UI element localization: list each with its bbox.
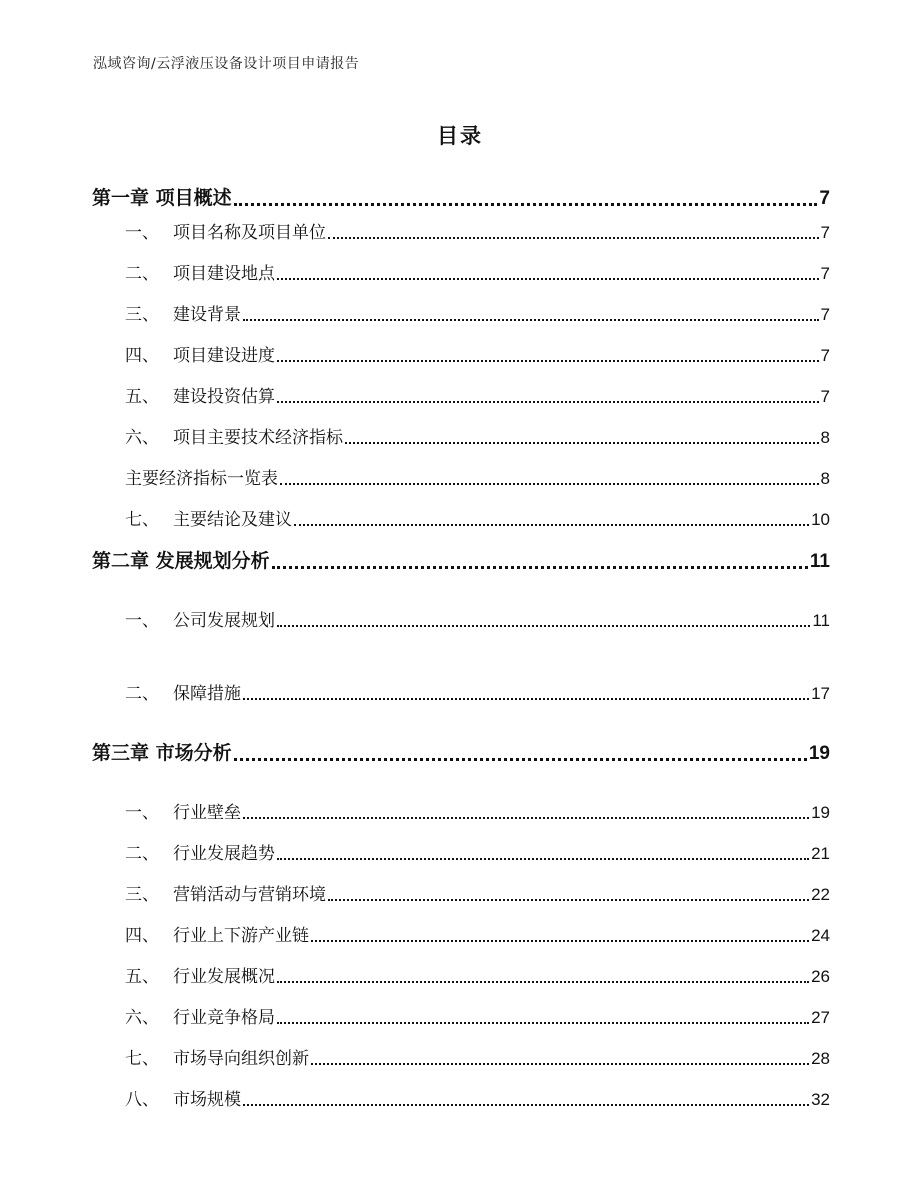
toc-page-number: 7 <box>820 305 830 324</box>
toc-entry-number: 一、 <box>125 803 159 823</box>
toc-entry-number: 五、 <box>125 387 159 407</box>
toc-page-number: 19 <box>811 803 830 822</box>
toc-entry-label: 第三章 市场分析 <box>92 742 232 764</box>
dot-leader <box>294 524 809 526</box>
toc-entry-text: 行业上下游产业链 <box>173 926 309 946</box>
toc-entry-label <box>125 1003 275 1028</box>
toc-entry-label <box>125 259 275 284</box>
toc-section-entry[interactable] <box>92 303 830 325</box>
toc-section-entry[interactable] <box>92 508 830 530</box>
toc-entry-label <box>125 839 275 864</box>
toc-entry-label <box>125 798 241 823</box>
toc-entry-number: 一、 <box>125 223 159 243</box>
toc-entry-number: 二、 <box>125 264 159 284</box>
toc-entry-text: 主要结论及建议 <box>173 510 292 530</box>
toc-entry-label <box>125 606 275 631</box>
toc-page-number: 7 <box>819 188 830 209</box>
toc-entry-number: 七、 <box>125 510 159 530</box>
dot-leader <box>328 899 809 901</box>
toc-entry-label <box>125 1044 309 1069</box>
toc-page-number: 17 <box>811 684 830 703</box>
dot-leader <box>243 698 809 700</box>
toc-section-entry[interactable] <box>92 609 830 631</box>
dot-leader <box>311 940 809 942</box>
dot-leader <box>243 1104 809 1106</box>
toc-chapter-entry[interactable] <box>92 741 830 765</box>
toc-entry-number: 二、 <box>125 844 159 864</box>
toc-entry-text: 建设背景 <box>173 305 241 325</box>
toc-chapter-entry[interactable] <box>92 549 830 573</box>
toc-entry-text: 行业竞争格局 <box>173 1008 275 1028</box>
toc-section-entry[interactable] <box>92 965 830 987</box>
toc-entry-text: 行业发展趋势 <box>173 844 275 864</box>
toc-section-entry[interactable] <box>92 883 830 905</box>
toc-title: 目录 <box>437 124 483 148</box>
toc-page-number: 21 <box>811 844 830 863</box>
toc-entry-label <box>125 218 326 243</box>
dot-leader <box>234 203 818 206</box>
toc-entry-number: 八、 <box>125 1090 159 1110</box>
toc-entry-text: 市场导向组织创新 <box>173 1049 309 1069</box>
toc-entry-label <box>125 880 326 905</box>
dot-leader <box>277 981 809 983</box>
toc-page-number: 11 <box>812 611 830 630</box>
toc-entry-label <box>125 382 275 407</box>
toc-page-number: 10 <box>811 510 830 529</box>
toc-chapter-entry[interactable] <box>92 186 830 210</box>
dot-leader <box>272 566 808 569</box>
dot-leader <box>311 1063 809 1065</box>
toc-page-number: 27 <box>811 1008 830 1027</box>
toc-entry-text: 项目主要技术经济指标 <box>173 428 343 448</box>
toc-entry-number: 一、 <box>125 611 159 631</box>
toc-entry-number: 五、 <box>125 967 159 987</box>
toc-entry-text: 行业发展概况 <box>173 967 275 987</box>
dot-leader <box>277 1022 809 1024</box>
toc-entry-number: 三、 <box>125 305 159 325</box>
toc-page-number: 32 <box>811 1090 830 1109</box>
toc-section-entry[interactable] <box>92 262 830 284</box>
toc-section-entry[interactable] <box>92 1006 830 1028</box>
dot-leader <box>234 758 807 761</box>
toc-page-number: 8 <box>820 469 830 488</box>
toc-entry-text: 公司发展规划 <box>173 611 275 631</box>
dot-leader <box>280 483 819 485</box>
toc-page-number: 19 <box>808 743 830 764</box>
toc-section-entry[interactable] <box>92 1047 830 1069</box>
toc-entry-number: 六、 <box>125 1008 159 1028</box>
toc-entry-label <box>125 423 343 448</box>
toc-section-entry[interactable] <box>92 221 830 243</box>
toc-section-entry[interactable] <box>92 842 830 864</box>
toc-entry-text: 保障措施 <box>173 684 241 704</box>
toc-page-number: 7 <box>820 387 830 406</box>
toc-section-entry[interactable] <box>92 801 830 823</box>
dot-leader <box>277 401 819 403</box>
dot-leader <box>277 858 809 860</box>
dot-leader <box>277 278 819 280</box>
dot-leader <box>243 319 819 321</box>
toc-section-entry[interactable] <box>92 344 830 366</box>
toc-section-entry[interactable] <box>92 1088 830 1110</box>
toc-entry-number: 四、 <box>125 926 159 946</box>
page-header: 泓域咨询/云浮液压设备设计项目申请报告 <box>93 56 360 72</box>
toc-section-entry[interactable] <box>92 426 830 448</box>
toc-entry-label <box>125 341 275 366</box>
toc-entry-text: 项目建设地点 <box>173 264 275 284</box>
toc-page-number: 7 <box>820 223 830 242</box>
toc-entry-label <box>125 505 292 530</box>
toc-entry-text: 项目名称及项目单位 <box>173 223 326 243</box>
toc-entry-number: 二、 <box>125 684 159 704</box>
toc-entry-number: 四、 <box>125 346 159 366</box>
toc-page-number: 7 <box>820 264 830 283</box>
toc-entry-label <box>125 1085 241 1110</box>
dot-leader <box>243 817 809 819</box>
toc-entry-label <box>125 679 241 704</box>
toc-entry-label: 主要经济指标一览表 <box>125 469 278 489</box>
toc-entry-text: 项目建设进度 <box>173 346 275 366</box>
toc-section-entry[interactable] <box>92 467 830 489</box>
toc-entry-label <box>125 962 275 987</box>
toc-entry-text: 建设投资估算 <box>173 387 275 407</box>
toc-entry-number: 六、 <box>125 428 159 448</box>
toc-section-entry[interactable] <box>92 924 830 946</box>
toc-entry-label <box>125 921 309 946</box>
toc-page-number: 28 <box>811 1049 830 1068</box>
toc-section-entry[interactable] <box>92 682 830 704</box>
toc-entry-text: 营销活动与营销环境 <box>173 885 326 905</box>
toc-entry-text: 市场规模 <box>173 1090 241 1110</box>
toc-entry-number: 七、 <box>125 1049 159 1069</box>
toc-page-number: 26 <box>811 967 830 986</box>
toc-entry-number: 三、 <box>125 885 159 905</box>
toc-page-number: 8 <box>820 428 830 447</box>
toc-entry-text: 行业壁垒 <box>173 803 241 823</box>
toc-entry-label: 第一章 项目概述 <box>92 187 232 209</box>
toc-page-number: 24 <box>811 926 830 945</box>
toc-page-number: 22 <box>811 885 830 904</box>
toc-section-entry[interactable] <box>92 385 830 407</box>
toc-entry-label <box>125 300 241 325</box>
toc-page-number: 11 <box>809 551 830 572</box>
dot-leader <box>345 442 819 444</box>
toc-entry-label: 第二章 发展规划分析 <box>92 550 270 572</box>
dot-leader <box>277 625 810 627</box>
dot-leader <box>277 360 819 362</box>
toc-page-number: 7 <box>820 346 830 365</box>
dot-leader <box>328 237 819 239</box>
